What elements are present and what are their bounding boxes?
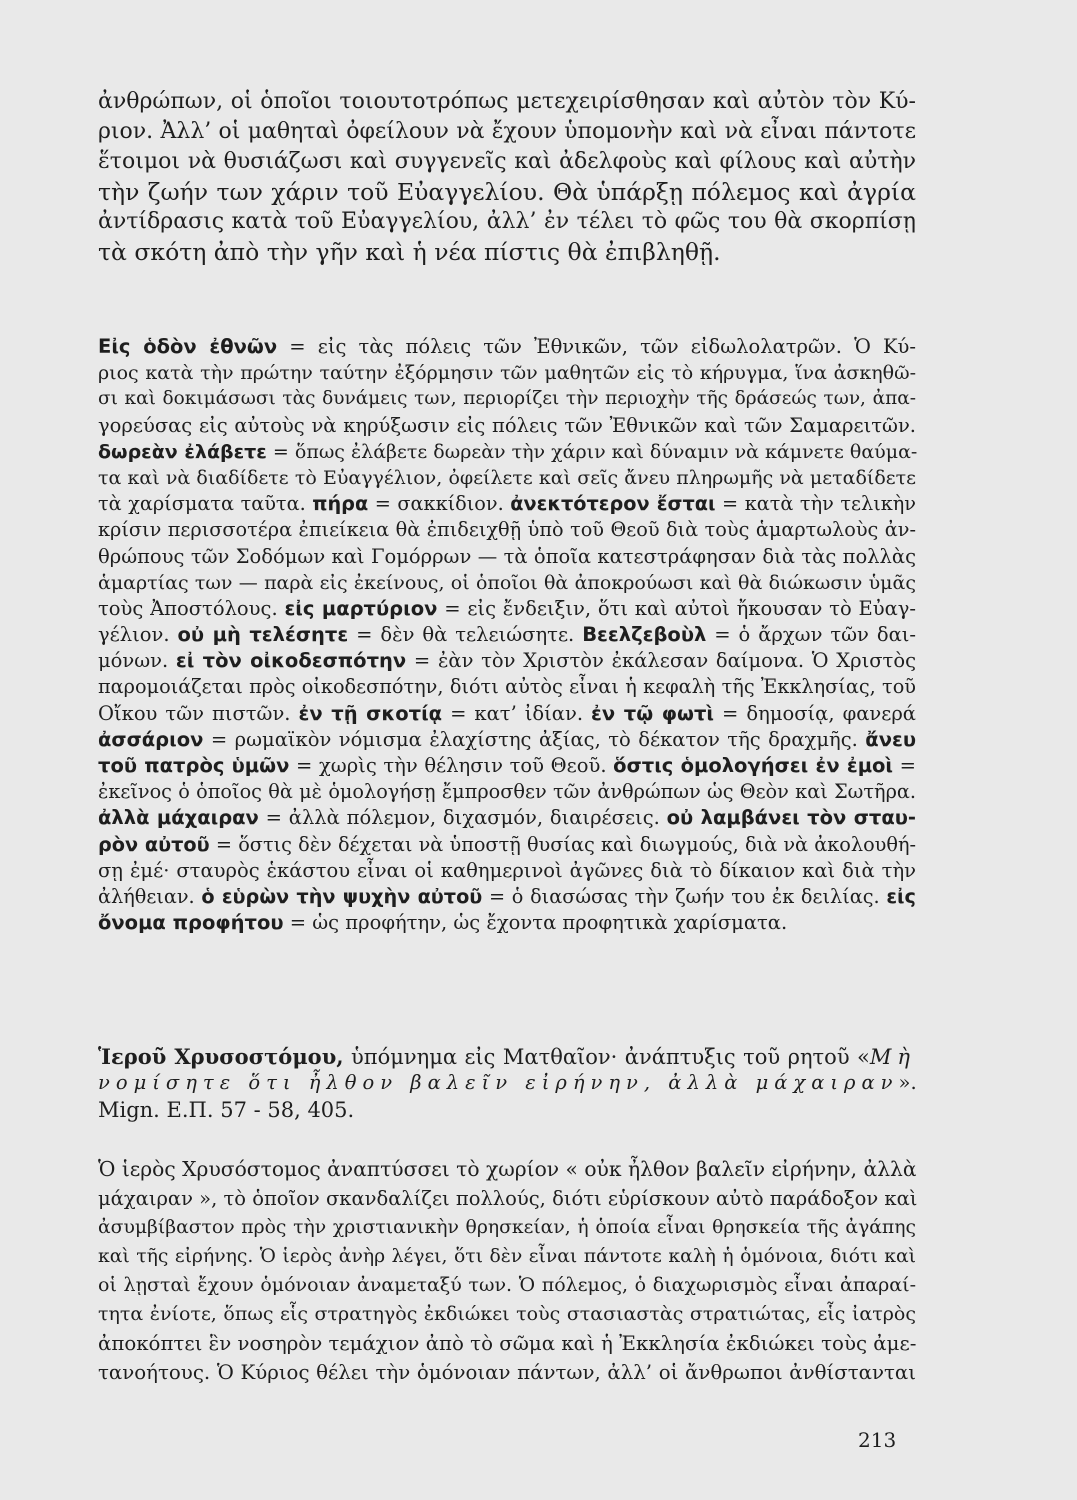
text-line bbox=[98, 779, 916, 805]
text-line bbox=[98, 622, 916, 648]
text-line: ἀσυμβίβαστον πρὸς τὴν χριστιανικὴν θρησκείαν, ἡ ὁποία εἶναι θρησκεία τῆς ἀγάπης bbox=[98, 1217, 916, 1238]
text-segment: γέλιον. bbox=[98, 623, 178, 647]
text-line: ἀντίδρασις κατὰ τοῦ Εὐαγγελίου, ἀλλ’ ἐν τέλει τὸ φῶς του θὰ σκορπίσῃ bbox=[98, 209, 916, 234]
bold-term: ἐν τῷ φωτὶ bbox=[591, 701, 715, 725]
text-line bbox=[98, 674, 916, 700]
text-segment: = ὡς προφήτην, ὡς ἔχοντα προφητικὰ χαρίσματα. bbox=[283, 911, 788, 935]
text-segment: σι καὶ δοκιμάσωσι τὰς δυνάμεις των, περιορίζει τὴν περιοχὴν τῆς δράσεώς των, ἀπα- bbox=[98, 388, 916, 410]
text-line: Ὁ ἱερὸς Χρυσόστομος ἀναπτύσσει τὸ χωρίον « οὐκ ἦλθον βαλεῖν εἰρήνην, ἀλλὰ bbox=[98, 1157, 917, 1181]
text-segment: = ὁ διασώσας τὴν ζωήν του ἐκ δειλίας. bbox=[482, 884, 887, 908]
text-segment: Mign. Ε.Π. 57 - 58, 405. bbox=[98, 1097, 355, 1122]
bold-term: Εἰς ὁδὸν ἐθνῶν bbox=[98, 335, 278, 358]
text-line: ριον. Ἀλλ’ οἱ μαθηταὶ ὀφείλουν νὰ ἔχουν ὑπομονὴν καὶ νὰ εἶναι πάντοτε bbox=[98, 119, 916, 144]
text-segment: γορεύσας εἰς αὐτοὺς νὰ κηρύξωσιν εἰς πόλεις τῶν Ἐθνικῶν καὶ τῶν Σαμαρειτῶν. bbox=[98, 413, 916, 437]
chrysostom-paragraph bbox=[98, 1155, 916, 1387]
text-segment: ἐκεῖνος ὁ ὁποῖος θὰ μὲ ὁμολογήσῃ ἔμπροσθεν τῶν ἀνθρώπων ὡς Θεὸν καὶ Σωτῆρα. bbox=[98, 780, 916, 804]
text-segment: = σακκίδιον. bbox=[368, 492, 511, 516]
chrysostom-heading bbox=[98, 1044, 916, 1123]
text-segment: = ὅστις δὲν δέχεται νὰ ὑποστῇ θυσίας καὶ διωγμούς, διὰ νὰ ἀκολουθή- bbox=[209, 832, 916, 856]
text-line bbox=[98, 570, 916, 596]
text-line: οἱ λῃσταὶ ἔχουν ὁμόνοιαν ἀναμεταξύ των. Ὁ πόλεμος, ὁ διαχωρισμὸς εἶναι ἀπαραί- bbox=[98, 1274, 916, 1296]
text-line: μάχαιραν », τὸ ὁποῖον σκανδαλίζει πολλούς, διότι εὑρίσκουν αὐτὸ παράδοξον καὶ bbox=[98, 1187, 918, 1210]
text-line: τὴν ζωήν των χάριν τοῦ Εὐαγγελίου. Θὰ ὑπάρξῃ πόλεμος καὶ ἀγρία bbox=[98, 178, 916, 206]
text-line bbox=[98, 386, 916, 412]
text-line bbox=[98, 465, 916, 491]
text-line bbox=[98, 1097, 916, 1123]
text-line: ἕτοιμοι νὰ θυσιάζωσι καὶ συγγενεῖς καὶ ἀδελφοὺς καὶ φίλους καὶ αὐτὴν bbox=[98, 149, 916, 174]
text-line bbox=[98, 360, 916, 386]
text-segment: ». bbox=[898, 1071, 917, 1095]
text-segment: = ὅπως ἐλάβετε δωρεὰν τὴν χάριν καὶ δύναμιν νὰ κάμνετε θαύμα- bbox=[266, 440, 918, 463]
text-line bbox=[98, 439, 916, 465]
bold-term: ρὸν αὐτοῦ bbox=[98, 832, 210, 856]
glossary-notes bbox=[98, 334, 916, 936]
bold-term: ὅστις ὁμολογήσει ἐν ἐμοὶ bbox=[613, 754, 894, 777]
text-line bbox=[98, 727, 916, 753]
bold-term: τοῦ πατρὸς ὑμῶν bbox=[98, 754, 290, 777]
text-segment: = εἰς τὰς πόλεις τῶν Ἐθνικῶν, τῶν εἰδωλολατρῶν. Ὁ Κύ- bbox=[277, 335, 916, 358]
text-line: ἀποκόπτει ἓν νοσηρὸν τεμάχιον ἀπὸ τὸ σῶμα καὶ ἡ Ἐκκλησία ἐκδιώκει τοὺς ἀμε- bbox=[98, 1332, 917, 1355]
page-number: 213 bbox=[858, 1428, 897, 1452]
text-line bbox=[98, 858, 916, 884]
bold-term: δωρεὰν ἐλάβετε bbox=[98, 440, 267, 463]
text-segment: = ἀλλὰ πόλεμον, διχασμόν, διαιρέσεις. bbox=[258, 806, 667, 830]
text-segment: = ὁ ἄρχων τῶν δαι- bbox=[706, 623, 916, 647]
italic-quote: Μὴ bbox=[869, 1045, 916, 1069]
text-segment: τοὺς Ἀποστόλους. bbox=[98, 596, 285, 620]
text-segment: τὰ χαρίσματα ταῦτα. bbox=[98, 492, 313, 516]
bold-term: ἀνεκτότερον ἔσται bbox=[510, 492, 716, 516]
text-line bbox=[98, 910, 916, 936]
bold-term: οὐ λαμβάνει τὸν σταυ- bbox=[666, 806, 916, 830]
text-segment: παρομοιάζεται πρὸς οἰκοδεσπότην, διότι αὐτὸς εἶναι ἡ κεφαλὴ τῆς Ἐκκλησίας, τοῦ bbox=[98, 675, 916, 699]
bold-term: ὁ εὑρὼν τὴν ψυχὴν αὐτοῦ bbox=[201, 884, 483, 908]
text-line bbox=[98, 517, 916, 543]
text-line bbox=[98, 753, 916, 779]
text-line bbox=[98, 596, 916, 622]
text-segment: θρώπους τῶν Σοδόμων καὶ Γομόρρων — τὰ ὁποῖα κατεστράφησαν διὰ τὰς πολλὰς bbox=[98, 544, 916, 568]
text-line bbox=[98, 648, 916, 674]
text-line: καὶ τῆς εἰρήνης. Ὁ ἱερὸς ἀνὴρ λέγει, ὅτι δὲν εἶναι πάντοτε καλὴ ἡ ὁμόνοια, διότι καὶ bbox=[98, 1246, 916, 1267]
text-segment: κρίσιν περισσοτέρα ἐπιείκεια θὰ ἐπιδειχθῇ ὑπὸ τοῦ Θεοῦ διὰ τοὺς ἁμαρτωλοὺς ἀν- bbox=[98, 518, 916, 542]
text-line: τὰ σκότη ἀπὸ τὴν γῆν καὶ ἡ νέα πίστις θὰ ἐπιβληθῇ. bbox=[98, 238, 721, 266]
text-segment: τα καὶ νὰ διαδίδετε τὸ Εὐαγγέλιον, ὀφείλετε καὶ σεῖς ἄνευ πληρωμῆς νὰ μεταδίδετε bbox=[98, 466, 916, 489]
text-line bbox=[98, 413, 916, 439]
text-line bbox=[98, 805, 916, 831]
text-line bbox=[98, 334, 916, 360]
text-line: ἀνθρώπων, οἱ ὁποῖοι τοιουτοτρόπως μετεχειρίσθησαν καὶ αὐτὸν τὸν Κύ- bbox=[98, 89, 916, 114]
text-line bbox=[98, 701, 916, 727]
text-segment: σῃ ἐμέ· σταυρὸς ἑκάστου εἶναι οἱ καθημερινοὶ ἀγῶνες διὰ τὸ δίκαιον καὶ διὰ τὴν bbox=[98, 858, 916, 882]
bold-term: ἀλλὰ μάχαιραν bbox=[98, 806, 259, 830]
text-segment: = χωρὶς τὴν θέλησιν τοῦ Θεοῦ. bbox=[289, 754, 614, 777]
text-segment: μόνων. bbox=[98, 649, 176, 673]
bold-term: Βεελζεβοὺλ bbox=[582, 623, 707, 647]
bold-term: Ἱεροῦ Χρυσοστόμου, bbox=[98, 1044, 344, 1069]
text-segment: ὑπόμνημα εἰς Ματθαῖον· ἀνάπτυξις τοῦ ρητοῦ « bbox=[343, 1045, 870, 1069]
text-segment: = εἰς ἔνδειξιν, ὅτι καὶ αὐτοὶ ἤκουσαν τὸ Εὐαγ- bbox=[437, 596, 916, 620]
text-line: τητα ἐνίοτε, ὅπως εἷς στρατηγὸς ἐκδιώκει τοὺς στασιαστὰς στρατιώτας, εἷς ἰατρὸς bbox=[98, 1303, 916, 1325]
text-segment: = δὲν θὰ τελειώσητε. bbox=[348, 623, 583, 647]
bold-term: ἀσσάριον bbox=[98, 727, 204, 751]
text-segment: ἁμαρτίας των — παρὰ εἰς ἐκείνους, οἱ ὁποῖοι θὰ ἀποκρούωσι καὶ θὰ διώκωσιν ὑμᾶς bbox=[98, 571, 916, 594]
text-line bbox=[98, 832, 916, 858]
bold-term: οὐ μὴ τελέσητε bbox=[177, 623, 349, 647]
text-line bbox=[98, 491, 916, 517]
text-line bbox=[98, 1070, 916, 1096]
text-segment: ριος κατὰ τὴν πρώτην ταύτην ἐξόρμησιν τῶν μαθητῶν εἰς τὸ κήρυγμα, ἵνα ἀσκηθῶ- bbox=[98, 362, 916, 385]
text-segment: = δημοσίᾳ, φανερά bbox=[714, 701, 916, 725]
bold-term: εἰς μαρτύριον bbox=[284, 596, 438, 620]
top-paragraph bbox=[98, 87, 916, 267]
text-line bbox=[98, 1044, 916, 1070]
text-segment: = ἐὰν τὸν Χριστὸν ἐκάλεσαν δαίμονα. Ὁ Χριστὸς bbox=[406, 649, 916, 673]
text-line: τανοήτους. Ὁ Κύριος θέλει τὴν ὁμόνοιαν πάντων, ἀλλ’ οἱ ἄνθρωποι ἀνθίστανται bbox=[98, 1361, 916, 1384]
text-segment: = κατ’ ἰδίαν. bbox=[442, 701, 592, 725]
bold-term: εἰ τὸν οἰκοδεσπότην bbox=[175, 649, 407, 673]
bold-term: ὄνομα προφήτου bbox=[98, 911, 284, 935]
bold-term: πήρα bbox=[312, 492, 369, 516]
bold-term: ἄνευ bbox=[865, 727, 916, 751]
text-segment: = κατὰ τὴν τελικὴν bbox=[715, 492, 917, 516]
text-segment: = ρωμαϊκὸν νόμισμα ἐλαχίστης ἀξίας, τὸ δέκατον τῆς δραχμῆς. bbox=[203, 727, 866, 751]
text-segment: ἀλήθειαν. bbox=[98, 884, 202, 908]
bold-term: ἐν τῇ σκοτίᾳ bbox=[298, 701, 443, 725]
bold-term: εἰς bbox=[886, 884, 916, 908]
italic-quote: νομίσητε ὅτι ἦλθον βαλεῖν εἰρήνην, ἀλλὰ μάχαιραν bbox=[98, 1071, 899, 1095]
text-segment: = bbox=[893, 754, 917, 777]
text-line bbox=[98, 544, 916, 570]
text-segment: Οἴκου τῶν πιστῶν. bbox=[98, 701, 299, 725]
text-line bbox=[98, 884, 916, 910]
